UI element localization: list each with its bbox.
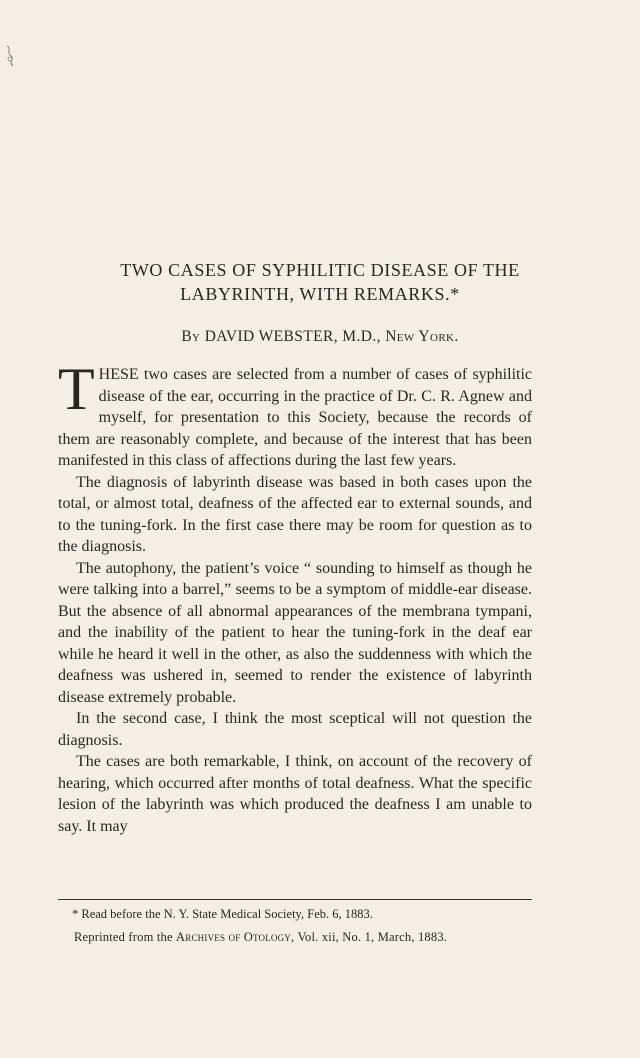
footnote-divider [58, 899, 532, 900]
byline-by: By [181, 328, 201, 345]
footnote-1: * Read before the N. Y. State Medical Society, Feb. 6, 1883. [72, 907, 373, 921]
paragraph-1-text: HESE two cases are selected from a number of cases of syphilitic disease of the ear, occurring in the practice of Dr. C. R. Agnew and myself, for presentation to this Society, because the records of them are reasonably complete, and because of the interest that has been manifested in this class of affections during the last few years. [58, 366, 532, 469]
paragraph-5: The cases are both remarkable, I think, on account of the recovery of hearing, which occurred after months of total deafness. What the specific lesion of the labyrinth was which produced the deafness I am unable to say. It may [58, 753, 532, 835]
margin-mark-icon [4, 44, 18, 68]
byline-author: DAVID WEBSTER, M.D., [204, 328, 381, 345]
paragraph-2: The diagnosis of labyrinth disease was based in both cases upon the total, or almost total, deafness of the affected ear to external sounds, and to the tuning-fork. In the first case there may be room for question as to the diagnosis. [58, 473, 532, 555]
paragraph-4: In the second case, I think the most sceptical will not question the diagnosis. [58, 710, 532, 749]
footnote-2-suffix: Vol. xii, No. 1, March, 1883. [297, 930, 448, 944]
article-body [58, 356, 532, 837]
paragraph-3: The autophony, the patient’s voice “ sounding to himself as though he were talking into a barrel,” seems to be a symptom of middle-ear disease. But the absence of all abnormal appearances of the membrana tympani, and the inability of the patient to hear the tuning-fork in the deaf ear while he heard it well in the other, as also the suddenness with which the deafness was ushered in, seemed to render the existence of labyrinth disease extremely probable. [58, 559, 532, 706]
footnote-2-journal: Archives of Otology, [176, 930, 295, 944]
byline-place: New York. [385, 328, 459, 345]
footnote-2 [58, 929, 532, 945]
drop-cap: T [58, 356, 95, 422]
paragraph-1 [58, 356, 532, 472]
title-line-2: LABYRINTH, WITH REMARKS.* [180, 284, 460, 304]
byline [40, 328, 600, 346]
article-title [40, 258, 600, 306]
title-line-1: TWO CASES OF SYPHILITIC DISEASE OF THE [120, 260, 520, 280]
footnote-2-prefix: Reprinted from the [74, 930, 173, 944]
